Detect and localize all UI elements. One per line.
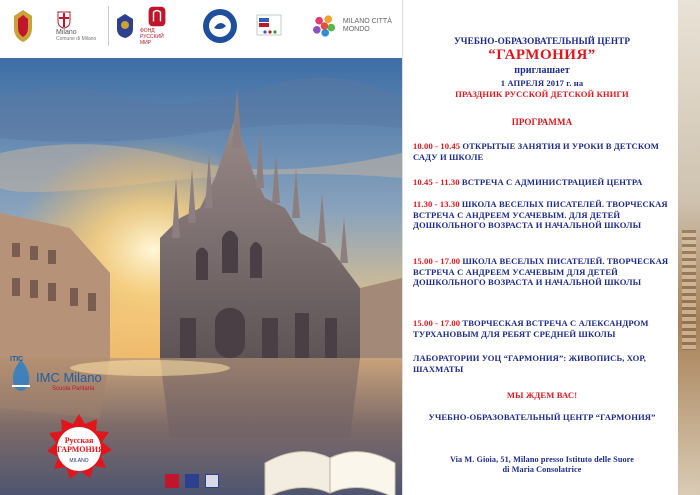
- program-time: 11.30 - 13.30: [413, 199, 460, 209]
- imc-sub-text: Scuola Paritaria: [52, 386, 95, 392]
- address-line-2: di Maria Consolatrice: [502, 465, 582, 474]
- program-text: ШКОЛА ВЕСЕЛЫХ ПИСАТЕЛЕЙ. ТВОРЧЕСКАЯ ВСТРЕЧА С АНДРЕЕМ УСАЧЕВЫМ ДЛЯ ДЕТЕЙ ДОШКОЛЬНОГО ВОЗРАСТА И НАЧАЛЬНОЙ ШКОЛЫ: [413, 256, 669, 288]
- program-text: ТВОРЧЕСКАЯ ВСТРЕЧА С АЛЕКСАНДРОМ ТУРХАНОВЫМ ДЛЯ РЕБЯТ СРЕДНЕЙ ШКОЛЫ: [413, 318, 649, 339]
- welcome-text: МЫ ЖДЕМ ВАС!: [506, 390, 578, 400]
- invites-text: приглашает: [514, 65, 570, 76]
- center-name: УЧЕБНО-ОБРАЗОВАТЕЛЬНЫЙ ЦЕНТР: [453, 36, 631, 46]
- rossotrudnichestvo-logo: [200, 6, 240, 46]
- garmonia-badge-text: Русская ГАРМОНИЯ: [57, 436, 104, 454]
- partner-logo-icon: [205, 474, 219, 488]
- partner-logo-strip: [0, 0, 402, 58]
- consulate-emblem-icon: [112, 6, 138, 46]
- program-time: 10.45 - 11.30: [413, 177, 460, 187]
- milano-logo-text: Milano: [56, 28, 77, 36]
- comune-logo-text: Comune di Milano: [56, 35, 97, 42]
- program-text: ОТКРЫТЫЕ ЗАНЯТИЯ И УРОКИ В ДЕТСКОМ САДУ И ШКОЛЕ: [413, 141, 659, 162]
- imc-milano-logo: [6, 356, 126, 412]
- program-item: [413, 177, 671, 188]
- program-item: [413, 318, 671, 339]
- comune-milano-logo: [56, 6, 109, 46]
- invitation-panel: [402, 0, 679, 495]
- event-name: ПРАЗДНИК РУССКОЙ ДЕТСКОЙ КНИГИ: [455, 89, 629, 99]
- bottom-partner-logos: [165, 472, 235, 492]
- garmonia-badge-logo: [44, 414, 114, 484]
- russkiy-mir-text: ФОНД РУССКИЙ МИР: [140, 28, 164, 46]
- program-time: 10.00 - 10.45: [413, 141, 461, 151]
- center-title: “ГАРМОНИЯ”: [488, 47, 596, 63]
- program-time: 15.00 - 17.00: [413, 256, 461, 266]
- italy-emblem-icon: [8, 6, 38, 46]
- program-item: [413, 256, 671, 288]
- citta-mondo-text: MILANO CITTÀ MONDO: [342, 18, 392, 33]
- milan-cathedral-photo: [0, 58, 402, 495]
- partner-logo-icon: [185, 474, 199, 488]
- program-time: 15.00 - 17.00: [413, 318, 461, 328]
- partner-logo-icon: [165, 474, 179, 488]
- labs-text: ЛАБОРАТОРИИ УОЦ “ГАРМОНИЯ”: ЖИВОПИСЬ, ХОР, ШАХМАТЫ: [413, 353, 646, 374]
- building-edge-decoration: [678, 0, 700, 495]
- citta-mondo-logo: [310, 6, 402, 46]
- program-heading: ПРОГРАММА: [511, 117, 573, 127]
- signature-text: УЧЕБНО-ОБРАЗОВАТЕЛЬНЫЙ ЦЕНТР “ГАРМОНИЯ”: [428, 412, 656, 422]
- program-text: ШКОЛА ВЕСЕЛЫХ ПИСАТЕЛЕЙ. ТВОРЧЕСКАЯ ВСТРЕЧА С АНДРЕЕМ УСАЧЕВЫМ. ДЛЯ ДЕТЕЙ ДОШКОЛЬНОГО ВОЗРАСТА И НАЧАЛЬНОЙ ШКОЛЫ: [413, 199, 668, 231]
- program-item: [413, 199, 671, 231]
- program-text: ВСТРЕЧА С АДМИНИСТРАЦИЕЙ ЦЕНТРА: [459, 177, 643, 187]
- itic-text: ITIC: [10, 356, 24, 363]
- program-item: [413, 141, 671, 162]
- garmonia-badge-city: MILANO: [69, 458, 89, 464]
- tricolor-logo: [254, 6, 284, 46]
- event-date: 1 АПРЕЛЯ 2017 г. на: [500, 78, 584, 88]
- address-line-1: Via M. Gioia, 51, Milano presso Istituto delle Suore: [449, 455, 635, 464]
- imc-text: IMC Milano: [36, 370, 102, 385]
- russkiy-mir-logo: [140, 6, 174, 46]
